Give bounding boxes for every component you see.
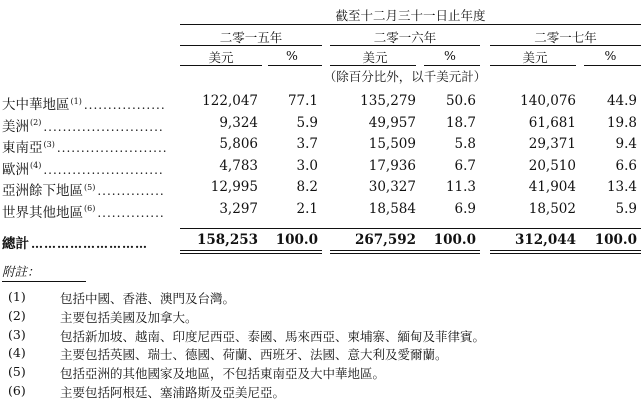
total-p2016: 100.0 [433,232,476,248]
cell-p2016: 11.3 [445,179,476,195]
cell-v2015: 5,806 [219,136,258,152]
cell-v2015: 3,297 [219,200,258,217]
cell-v2017: 18,502 [528,200,576,217]
row-label [2,115,164,135]
leader-dots: ……………………… [31,237,148,251]
footnote-number: (5) [8,364,26,380]
footnote-ref: (1) [70,96,82,106]
cell-p2015: 77.1 [287,93,318,109]
footnote-number: (4) [8,345,26,361]
footnote-text: 包括中國、香港、澳門及台灣。 [60,291,236,306]
footnote-number: (6) [8,383,26,398]
year-rule-2016 [330,45,480,46]
total-double-rule [330,250,480,251]
total-v2016: 267,592 [354,232,416,248]
col-pct-2015: % [286,48,298,63]
total-p2017: 100.0 [594,232,637,248]
footnote-number: (3) [8,326,26,342]
leader-dots: ......................... [43,162,164,177]
subheader-rule [490,65,576,66]
cell-p2017: 13.4 [606,179,637,195]
col-usd-2016: 美元 [362,50,388,65]
row-label [2,93,166,113]
cell-v2015: 9,324 [219,114,258,131]
region-name: 東南亞 [2,140,43,156]
cell-p2017: 6.6 [615,157,637,174]
leader-dots: .............. [97,205,165,220]
cell-v2015: 122,047 [202,93,258,109]
footnote-text: 主要包括阿根廷、塞浦路斯及亞美尼亞。 [60,385,286,400]
subheader-rule [424,65,480,66]
cell-p2015: 2.1 [296,200,318,217]
cell-v2017: 140,076 [520,93,576,109]
year-rule-2015 [180,45,322,46]
notes-title: 附註： [2,264,40,279]
cell-v2016: 17,936 [368,157,416,174]
year-rule-2017 [490,45,641,46]
footnote-number: (2) [8,307,26,323]
cell-v2016: 15,509 [368,136,416,152]
region-name: 亞洲餘下地區 [2,183,83,199]
cell-p2015: 8.2 [296,179,318,195]
total-double-rule [490,250,641,251]
cell-v2016: 49,957 [368,114,416,131]
leader-dots: ................. [83,98,166,112]
total-label: 總計 [2,236,29,252]
cell-p2015: 3.7 [296,136,318,152]
footnote-ref: (5) [84,182,96,192]
cell-p2016: 5.8 [454,136,476,152]
cell-v2017: 20,510 [528,157,576,174]
footnote-text: 主要包括美國及加拿大。 [60,309,198,325]
region-name: 美洲 [2,118,29,135]
footnote-text: 包括亞洲的其他國家及地區，不包括東南亞及大中華地區。 [60,366,386,382]
cell-p2016: 18.7 [445,114,476,131]
cell-p2015: 3.0 [296,157,318,174]
cell-p2016: 6.9 [454,200,476,217]
row-label [2,136,168,156]
region-name: 大中華地區 [2,97,70,113]
subheader-rule [180,65,262,66]
cell-v2017: 41,904 [528,179,576,195]
header-rule [180,24,641,25]
cell-v2017: 61,681 [528,114,576,131]
notes-rule [2,281,86,282]
cell-v2015: 12,995 [210,179,258,195]
footnote-ref: (6) [84,204,96,213]
col-usd-2017: 美元 [522,50,548,65]
cell-v2016: 18,584 [368,200,416,217]
cell-p2017: 19.8 [606,114,637,131]
leader-dots: ....................... [56,141,168,155]
footnote-text: 包括新加坡、越南、印度尼西亞、泰國、馬來西亞、柬埔寨、緬甸及菲律賓。 [60,328,486,344]
cell-p2015: 5.9 [296,114,318,131]
row-label [2,179,165,199]
col-pct-2017: % [604,48,617,63]
region-name: 世界其他地區 [2,204,83,221]
footnote-text: 主要包括英國、瑞士、德國、荷蘭、西班牙、法國、意大利及愛爾蘭。 [60,347,448,363]
cell-v2017: 29,371 [528,136,576,152]
year-2016: 二零一六年 [373,30,437,45]
row-label [2,201,165,221]
total-double-rule [180,253,322,254]
total-v2015: 158,253 [196,232,258,248]
cell-p2017: 44.9 [606,93,637,109]
footnote-number: (1) [8,289,26,304]
leader-dots: .............. [97,184,165,198]
total-p2015: 100.0 [275,232,318,248]
region-name: 歐洲 [2,161,29,178]
year-2015: 二零一五年 [219,30,283,45]
cell-v2016: 30,327 [368,179,416,195]
col-pct-2016: % [444,48,456,63]
period-title: 截至十二月三十一日止年度 [335,8,486,23]
total-row-label [2,232,148,252]
unit-note: （除百分比外，以千美元計） [323,69,487,84]
leader-dots: ......................... [43,119,164,134]
cell-p2016: 6.7 [454,157,476,174]
total-double-rule [180,250,322,251]
col-usd-2015: 美元 [208,50,234,65]
subheader-rule [268,65,322,66]
cell-v2016: 135,279 [360,93,416,109]
cell-p2017: 9.4 [615,136,637,152]
footnote-ref: (2) [30,118,42,127]
cell-p2017: 5.9 [615,200,637,217]
row-label [2,158,164,178]
year-2017: 二零一七年 [534,30,597,45]
total-rule-top [180,228,641,229]
cell-v2015: 4,783 [219,157,258,174]
subheader-rule [330,65,416,66]
footnote-ref: (4) [30,161,42,170]
total-v2017: 312,044 [514,232,576,248]
subheader-rule [584,65,641,66]
total-double-rule [330,253,480,254]
total-double-rule [490,253,641,254]
footnote-ref: (3) [43,139,55,149]
cell-p2016: 50.6 [445,93,476,109]
